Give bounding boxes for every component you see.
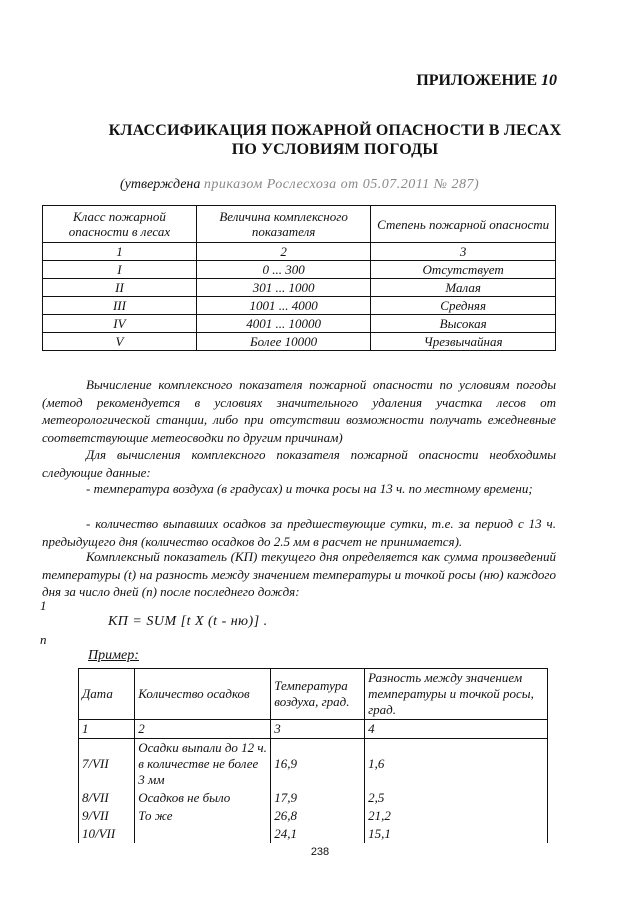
table-cell: 21,2 <box>365 807 548 825</box>
table-cell: III <box>43 297 197 315</box>
approval-order: приказом Рослесхоза от 05.07.2011 № 287) <box>203 177 480 192</box>
table-cell: 8/VII <box>79 789 135 807</box>
table-row <box>79 825 548 843</box>
header-cell: Температура воздуха, град. <box>271 669 365 720</box>
table-cell: 15,1 <box>365 825 548 843</box>
table-cell: 26,8 <box>271 807 365 825</box>
table-row <box>79 789 548 807</box>
column-number: 3 <box>271 720 365 739</box>
table-cell: Малая <box>371 279 556 297</box>
table-cell: IV <box>43 315 197 333</box>
table-cell: 9/VII <box>79 807 135 825</box>
table-header-row <box>43 206 556 243</box>
appendix-label: ПРИЛОЖЕНИЕ <box>416 72 537 89</box>
column-number-row <box>79 720 548 739</box>
appendix-heading <box>416 72 557 90</box>
column-number: 3 <box>371 243 556 261</box>
approval-note <box>120 177 479 193</box>
column-number: 1 <box>43 243 197 261</box>
header-cell: Количество осадков <box>135 669 271 720</box>
column-number: 2 <box>196 243 370 261</box>
table-cell: 301 ... 1000 <box>196 279 370 297</box>
table-cell: Средняя <box>371 297 556 315</box>
table-cell: 24,1 <box>271 825 365 843</box>
table-cell: II <box>43 279 197 297</box>
header-cell: Степень пожарной опасности <box>371 206 556 243</box>
page-number: 238 <box>310 846 330 858</box>
table-cell: 10/VII <box>79 825 135 843</box>
table-row <box>43 261 556 279</box>
table-cell: 1,6 <box>365 739 548 790</box>
classification-table <box>42 205 556 351</box>
table-cell: V <box>43 333 197 351</box>
table-cell: 17,9 <box>271 789 365 807</box>
paragraph-data-needed: Для вычисления комплексного показателя пожарной опасности необходимы следующие данные: <box>42 447 556 480</box>
table-cell <box>135 825 271 843</box>
formula: КП = SUM [t X (t - ню)] . <box>108 614 268 629</box>
table-cell: 7/VII <box>79 739 135 790</box>
table-row <box>43 315 556 333</box>
table-cell: Отсутствует <box>371 261 556 279</box>
table-row <box>43 297 556 315</box>
sum-upper-limit: 1 <box>40 598 47 613</box>
column-number: 1 <box>79 720 135 739</box>
header-cell: Величина комплексного показателя <box>196 206 370 243</box>
column-number: 2 <box>135 720 271 739</box>
approval-prefix: (утверждена <box>120 177 201 192</box>
appendix-number: 10 <box>541 72 557 89</box>
table-cell: 0 ... 300 <box>196 261 370 279</box>
table-cell: То же <box>135 807 271 825</box>
column-number: 4 <box>365 720 548 739</box>
table-cell: Чрезвычайная <box>371 333 556 351</box>
header-cell: Дата <box>79 669 135 720</box>
table-cell: Осадки выпали до 12 ч. в количестве не более 3 мм <box>135 739 271 790</box>
paragraph-kp-definition: Комплексный показатель (КП) текущего дня определяется как сумма произведений температуры (t) на разность между значением температуры и точкой росы (ню) каждого дня за число дней (n) после последнего дождя: <box>42 549 556 599</box>
table-cell: 2,5 <box>365 789 548 807</box>
table-cell: Более 10000 <box>196 333 370 351</box>
header-cell: Класс пожарной опасности в лесах <box>43 206 197 243</box>
table-row <box>79 739 548 790</box>
table-cell: Осадков не было <box>135 789 271 807</box>
table-row <box>43 333 556 351</box>
table-row <box>43 279 556 297</box>
table-cell: Высокая <box>371 315 556 333</box>
paragraph-precipitation: - количество выпавших осадков за предшествующие сутки, т.е. за период с 13 ч. предыдущего дня (количество осадков до 2.5 мм в расчет не принимается). <box>42 516 556 549</box>
example-label: Пример: <box>88 648 139 663</box>
table-cell: I <box>43 261 197 279</box>
column-number-row <box>43 243 556 261</box>
table-header-row <box>79 669 548 720</box>
page-title-line1: КЛАССИФИКАЦИЯ ПОЖАРНОЙ ОПАСНОСТИ В ЛЕСАХ <box>108 122 562 139</box>
page-title-line2: ПО УСЛОВИЯМ ПОГОДЫ <box>231 141 439 158</box>
table-cell: 16,9 <box>271 739 365 790</box>
table-row <box>79 807 548 825</box>
header-cell: Разность между значением температуры и точкой росы, град. <box>365 669 548 720</box>
paragraph-temperature: - температура воздуха (в градусах) и точка росы на 13 ч. по местному времени; <box>86 481 533 496</box>
paragraph-method: Вычисление комплексного показателя пожарной опасности по условиям погоды (метод рекомендуется в условиях значительного удаления участка лесов от метеорологической станции, либо при отсутствии возможности получать ежедневные соответствующие метеосводки по другим причинам) <box>42 377 556 445</box>
example-table <box>78 668 548 843</box>
table-cell: 4001 ... 10000 <box>196 315 370 333</box>
sum-lower-limit: n <box>40 632 47 647</box>
table-cell: 1001 ... 4000 <box>196 297 370 315</box>
